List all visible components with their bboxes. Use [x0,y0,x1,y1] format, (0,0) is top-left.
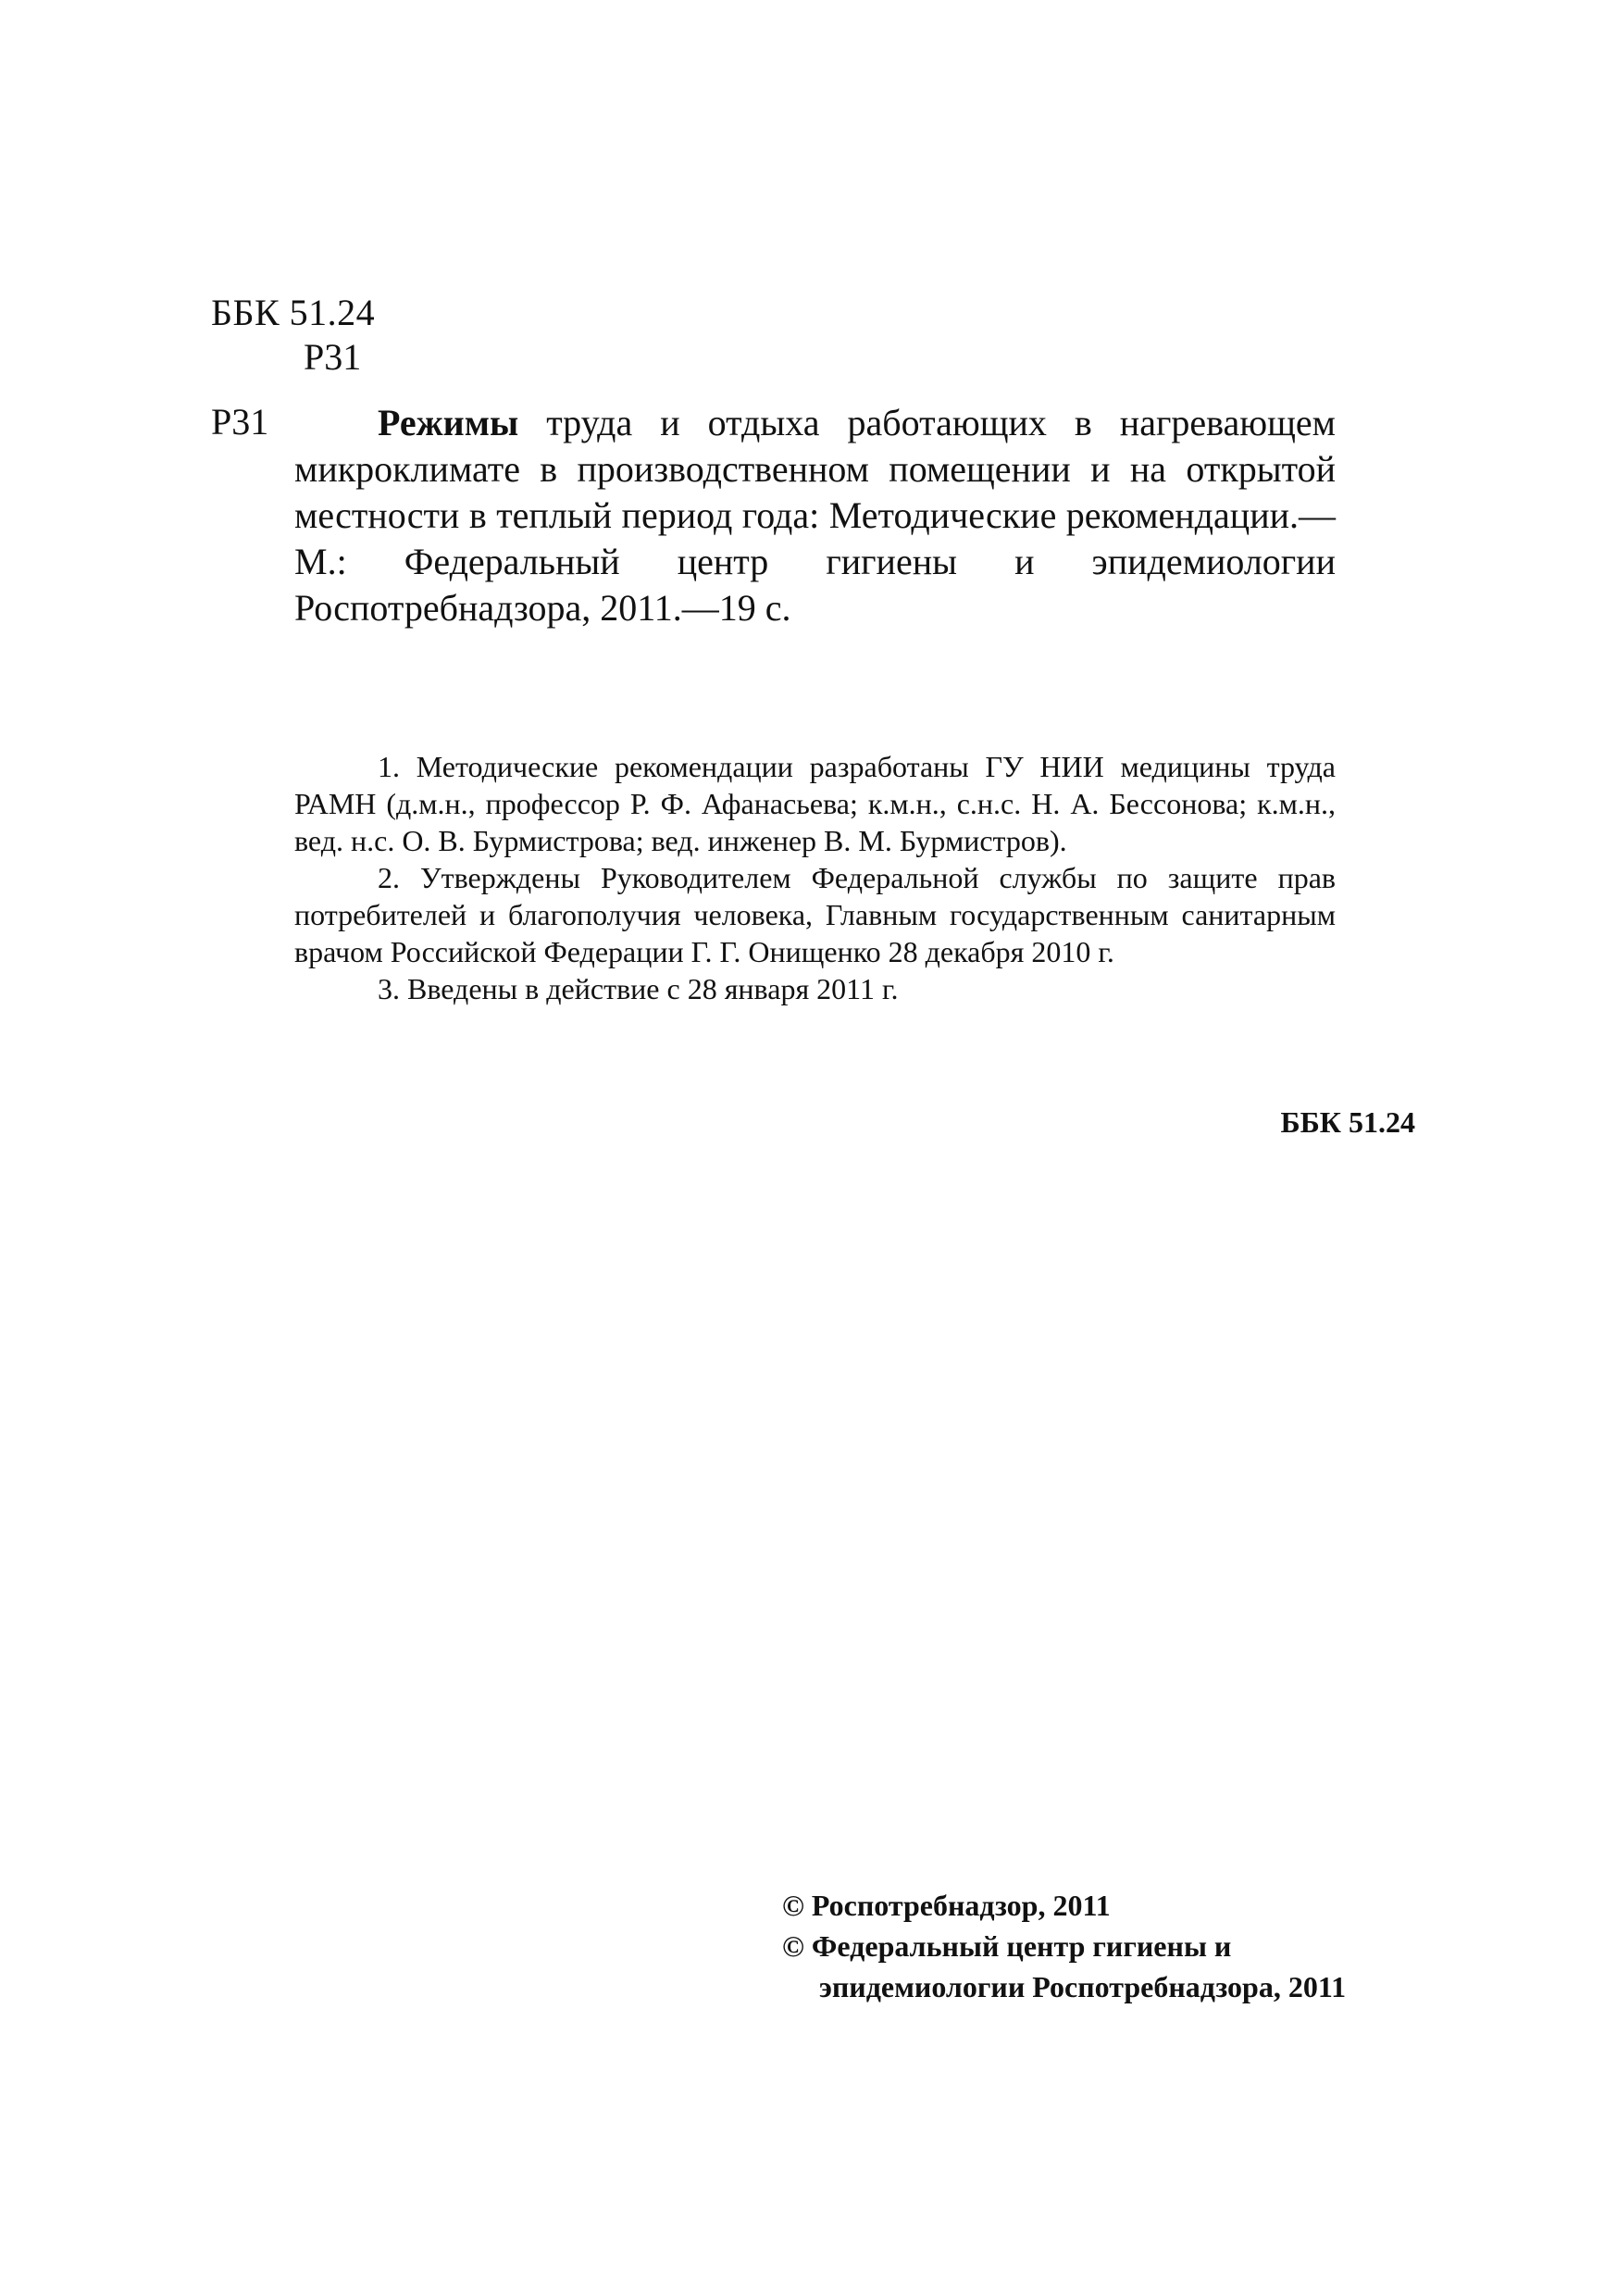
bibliographic-description [294,400,1336,631]
biblio-title-word: Режимы [378,402,519,443]
copyright-line-1: © Роспотребнадзор, 2011 [782,1889,1111,1922]
bbk-code: ББК 51.24 [211,292,376,333]
credits-item-effective-date: 3. Введены в действие с 28 января 2011 г. [378,972,899,1005]
bbk-code-right: ББК 51.24 [1280,1105,1415,1139]
credits-item-approval: 2. Утверждены Руководителем Федеральной службы по защите прав потребителей и благополучия человека, Главным государственным санитарным врачом Российской Федерации Г. Г. Онищенко 28 декабря 2010 г. [294,861,1336,968]
credits-item-developers: 1. Методические рекомендации разработаны ГУ НИИ медицины труда РАМН (д.м.н., профессор Р. Ф. Афанасьева; к.м.н., с.н.с. Н. А. Бессонова; к.м.н., вед. н.с. О. В. Бурмистрова; вед. инженер В. М. Бурмистров). [294,750,1336,857]
credits-section [294,748,1336,1007]
biblio-text: труда и отдыха работающих в нагревающем микроклимате в производственном помещении и на открытой местности в теплый период года: Методические рекомендации.—М.: Федеральный центр гигиены и эпидемиологии Роспотребнадзора, 2011.—19 с. [294,402,1336,629]
copyright-line-2: © Федеральный центр гигиены и [782,1929,1232,1963]
copyright-line-3: эпидемиологии Роспотребнадзора, 2011 [819,1970,1347,2003]
author-code-left: Р31 [211,401,269,443]
copyright-block [782,1885,1346,2007]
author-code-top: Р31 [304,336,362,378]
